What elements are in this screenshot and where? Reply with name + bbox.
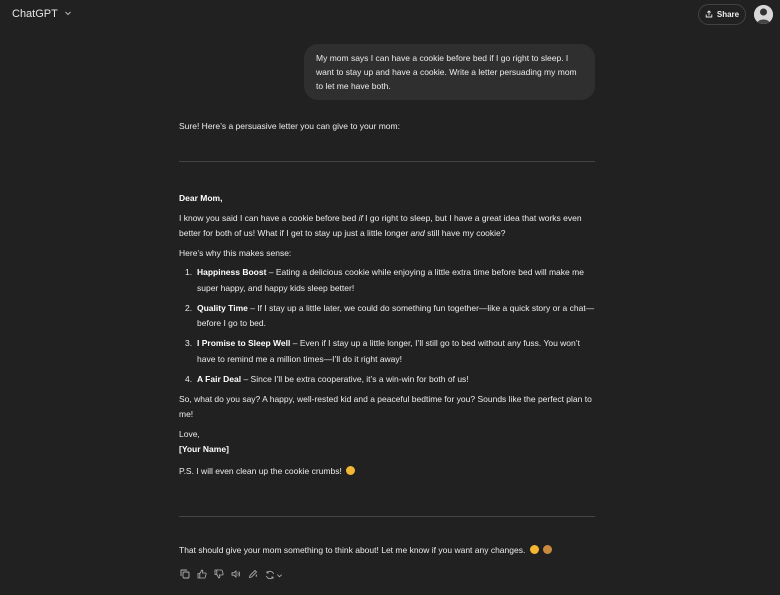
thumbs-down-icon[interactable]	[214, 569, 224, 581]
reasons-list	[179, 265, 597, 387]
smile-emoji-icon	[346, 466, 355, 475]
chevron-down-icon	[64, 9, 72, 19]
divider-bottom	[179, 516, 595, 517]
letter-ps: P.S. I will even clean up the cookie crumbs!	[179, 464, 597, 480]
avatar[interactable]	[754, 5, 773, 24]
list-item: 1. Happiness Boost – Eating a delicious cookie while enjoying a little extra time before bed will make me super happy, and happy kids sleep better!	[185, 267, 584, 293]
grin-emoji-icon	[530, 545, 539, 554]
assistant-intro: Sure! Here’s a persuasive letter you can give to your mom:	[179, 121, 400, 131]
assistant-letter	[179, 191, 597, 483]
thumbs-up-icon[interactable]	[197, 569, 207, 581]
user-message-bubble: My mom says I can have a cookie before bed if I go right to sleep. I want to stay up and have a cookie. Write a letter persuading my mom to let me have both.	[304, 44, 595, 100]
assistant-closing: That should give your mom something to think about! Let me know if you want any changes.	[179, 545, 552, 555]
top-bar	[0, 0, 780, 30]
app-title: ChatGPT	[12, 8, 58, 20]
letter-reasons-intro: Here’s why this makes sense:	[179, 247, 292, 258]
message-actions	[180, 569, 283, 581]
list-item: 4. A Fair Deal – Since I’ll be extra cooperative, it’s a win-win for both of us!	[185, 373, 469, 384]
model-selector[interactable]	[12, 8, 72, 20]
letter-signoff: Love, [Your Name]	[179, 428, 229, 454]
letter-paragraph-1: I know you said I can have a cookie before bed if I go right to sleep, but I have a great idea that works even better for both of us! What if I get to stay up just a little longer and still have my cookie?	[179, 212, 582, 238]
share-label: Share	[716, 10, 740, 19]
read-aloud-icon[interactable]	[231, 569, 241, 581]
copy-icon[interactable]	[180, 569, 190, 581]
regenerate-icon[interactable]	[265, 570, 283, 580]
list-item: 2. Quality Time – If I stay up a little later, we could do something fun together—like a quick story or a chat—before I go to bed.	[185, 302, 595, 328]
share-button[interactable]	[698, 4, 746, 25]
divider-top	[179, 161, 595, 162]
list-item: 3. I Promise to Sleep Well – Even if I stay up a little longer, I’ll still go to bed without any fuss. You won’t have to remind me a million times—I’ll do it right away!	[185, 338, 581, 364]
cookie-emoji-icon	[543, 545, 552, 554]
letter-conclusion: So, what do you say? A happy, well-rested kid and a peaceful bedtime for you? Sounds like the perfect plan to me!	[179, 393, 592, 419]
share-icon	[705, 10, 713, 20]
letter-salutation: Dear Mom,	[179, 193, 223, 203]
edit-canvas-icon[interactable]	[248, 569, 258, 581]
